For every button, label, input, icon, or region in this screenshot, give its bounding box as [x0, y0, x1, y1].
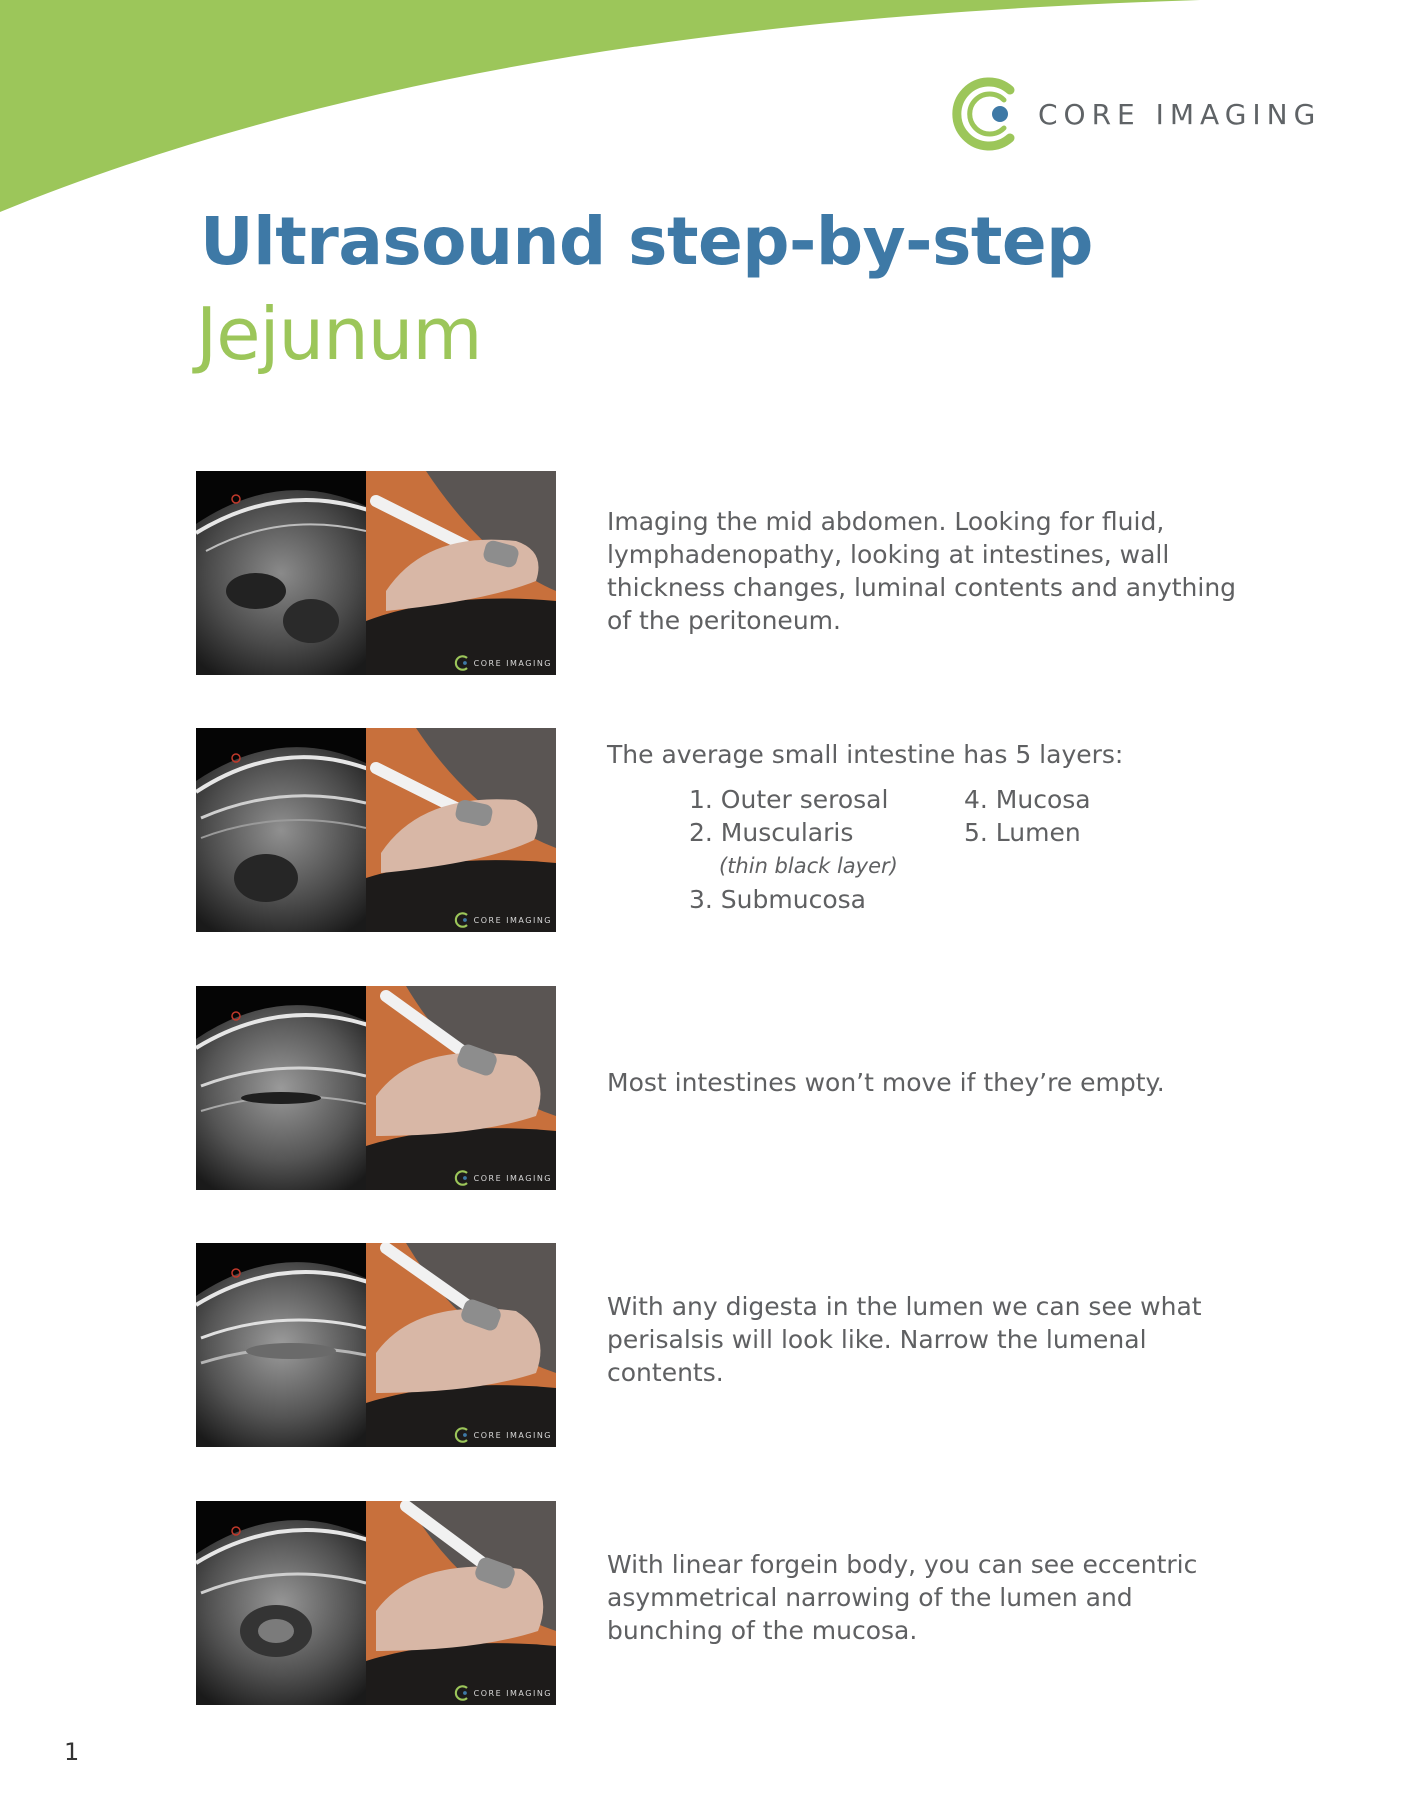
core-imaging-logo-icon [948, 76, 1024, 152]
step-1-thumbnail [196, 471, 556, 675]
core-imaging-logo-icon [454, 1685, 470, 1701]
step-2 [196, 728, 1256, 932]
thumbnail-watermark: CORE IMAGING [454, 912, 552, 928]
list-item: 1. Outer serosal [689, 785, 889, 814]
list-item: 4. Mucosa [964, 785, 1091, 814]
step-4 [196, 1243, 1256, 1447]
step-3-text: Most intestines won’t move if they’re empty. [607, 1068, 1165, 1097]
core-imaging-logo-icon [454, 912, 470, 928]
probe-placement-photo [366, 986, 556, 1190]
step-1-text: Imaging the mid abdomen. Looking for fluid, lymphadenopathy, looking at intestines, wall thickness changes, luminal contents and anything of the peritoneum. [607, 507, 1237, 635]
ultrasound-image [196, 1243, 366, 1447]
brand-name: CORE IMAGING [1038, 97, 1322, 131]
thumbnail-watermark: CORE IMAGING [454, 655, 552, 671]
core-imaging-logo-icon [454, 655, 470, 671]
ultrasound-image [196, 728, 366, 932]
page-subtitle: Jejunum [196, 292, 482, 376]
probe-placement-photo [366, 471, 556, 675]
probe-placement-photo [366, 1501, 556, 1705]
probe-placement-photo [366, 1243, 556, 1447]
list-item: 3. Submucosa [689, 885, 866, 914]
step-2-text [607, 738, 1247, 928]
layers-intro: The average small intestine has 5 layers: [607, 740, 1124, 769]
list-item: 2. Muscularis [689, 818, 854, 847]
step-5-thumbnail [196, 1501, 556, 1705]
step-4-text: With any digesta in the lumen we can see what perisalsis will look like. Narrow the lumenal contents. [607, 1292, 1202, 1387]
core-imaging-logo-icon [454, 1170, 470, 1186]
step-3 [196, 986, 1256, 1190]
step-2-thumbnail [196, 728, 556, 932]
layers-list [689, 783, 1209, 923]
step-5-text: With linear forgein body, you can see eccentric asymmetrical narrowing of the lumen and bunching of the mucosa. [607, 1550, 1198, 1645]
step-5 [196, 1501, 1256, 1705]
page-number: 1 [64, 1738, 80, 1766]
step-3-thumbnail [196, 986, 556, 1190]
thumbnail-watermark: CORE IMAGING [454, 1170, 552, 1186]
step-4-thumbnail [196, 1243, 556, 1447]
ultrasound-image [196, 1501, 366, 1705]
step-1 [196, 471, 1256, 675]
thumbnail-watermark: CORE IMAGING [454, 1427, 552, 1443]
layer-note: (thin black layer) [719, 854, 898, 878]
ultrasound-image [196, 986, 366, 1190]
probe-placement-photo [366, 728, 556, 932]
page-title: Ultrasound step-by-step [200, 203, 1093, 280]
list-item: 5. Lumen [964, 818, 1081, 847]
brand-logo [948, 76, 1321, 152]
core-imaging-logo-icon [454, 1427, 470, 1443]
ultrasound-image [196, 471, 366, 675]
thumbnail-watermark: CORE IMAGING [454, 1685, 552, 1701]
